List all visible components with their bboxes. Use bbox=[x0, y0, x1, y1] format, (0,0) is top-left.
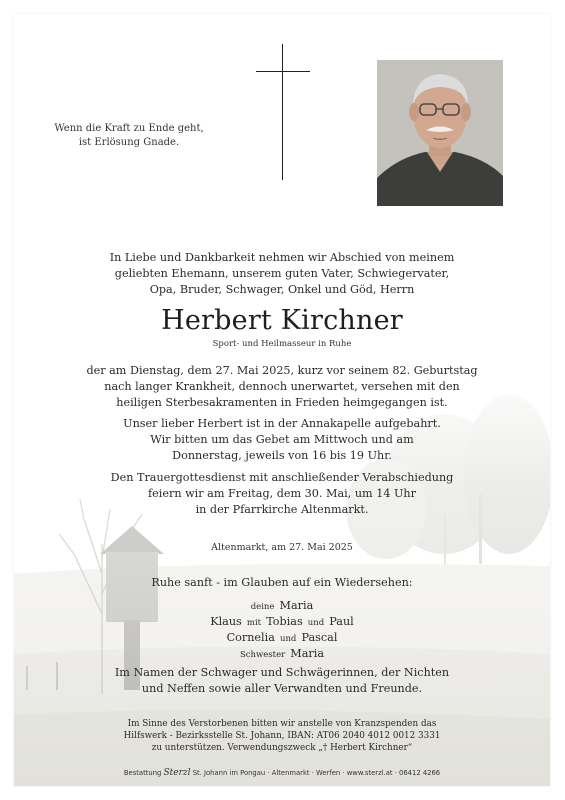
family-connector: deine bbox=[250, 602, 275, 612]
relatives-note bbox=[74, 665, 490, 697]
obituary-content bbox=[14, 14, 550, 786]
service-line: Den Trauergottesdienst mit anschließender Verabschiedung bbox=[110, 471, 454, 484]
quote bbox=[54, 122, 204, 150]
deceased-name: Herbert Kirchner bbox=[161, 305, 403, 336]
donation-line: zu unterstützen. Verwendungszweck „† Herbert Kirchner“ bbox=[151, 743, 413, 753]
funeral-home-footer bbox=[44, 768, 520, 778]
death-notice bbox=[74, 363, 490, 411]
deceased-profession: Sport- und Heilmasseur in Ruhe bbox=[212, 339, 352, 349]
family-member: Maria bbox=[279, 599, 314, 612]
relatives-line: und Neffen sowie aller Verwandten und Freunde. bbox=[141, 682, 423, 695]
family-member: Klaus bbox=[210, 615, 242, 628]
family-member: Pascal bbox=[301, 631, 338, 644]
family-member: Tobias bbox=[266, 615, 303, 628]
laid-out-notice bbox=[74, 416, 490, 464]
service-line: in der Pfarrkirche Altenmarkt. bbox=[195, 503, 369, 516]
donation-line: Hilfswerk - Bezirksstelle St. Johann, IBAN: AT06 2040 4012 0012 3331 bbox=[123, 731, 441, 741]
laid-out-line: Wir bitten um das Gebet am Mittwoch und am bbox=[150, 433, 414, 446]
footer-details: St. Johann im Pongau · Altenmarkt · Werfen · www.sterzl.at · 06412 4266 bbox=[192, 769, 441, 777]
family-daughter bbox=[74, 628, 490, 644]
relatives-line: Im Namen der Schwager und Schwägerinnen, der Nichten bbox=[114, 666, 450, 679]
family-connector: Schwester bbox=[239, 650, 286, 660]
family-wife bbox=[74, 596, 490, 612]
intro-line: geliebten Ehemann, unserem guten Vater, Schwiegervater, bbox=[114, 267, 450, 280]
intro-line: Opa, Bruder, Schwager, Onkel und Göd, Herrn bbox=[149, 283, 415, 296]
laid-out-line: Donnerstag, jeweils von 16 bis 19 Uhr. bbox=[172, 449, 392, 462]
obituary-sheet bbox=[14, 14, 550, 786]
portrait-photo bbox=[377, 60, 503, 206]
place-and-date: Altenmarkt, am 27. Mai 2025 bbox=[211, 542, 353, 553]
death-notice-line: der am Dienstag, dem 27. Mai 2025, kurz vor seinem 82. Geburtstag bbox=[86, 364, 478, 377]
cross-icon bbox=[256, 44, 310, 182]
quote-line: ist Erlösung Gnade. bbox=[78, 137, 180, 148]
rest-in-peace-line: Ruhe sanft - im Glauben auf ein Wiedersehen: bbox=[151, 576, 413, 589]
quote-line: Wenn die Kraft zu Ende geht, bbox=[54, 123, 204, 134]
donation-line: Im Sinne des Verstorbenen bitten wir anstelle von Kranzspenden das bbox=[127, 719, 437, 729]
intro-text bbox=[74, 250, 490, 298]
service-line: feiern wir am Freitag, dem 30. Mai, um 14 Uhr bbox=[148, 487, 416, 500]
family-connector: und bbox=[279, 634, 297, 644]
family-connector: und bbox=[307, 618, 325, 628]
death-notice-line: heiligen Sterbesakramenten in Frieden heimgegangen ist. bbox=[116, 396, 448, 409]
family-sister bbox=[74, 644, 490, 660]
funeral-service-notice bbox=[74, 470, 490, 518]
death-notice-line: nach langer Krankheit, dennoch unerwartet, versehen mit den bbox=[104, 380, 460, 393]
laid-out-line: Unser lieber Herbert ist in der Annakapelle aufgebahrt. bbox=[123, 417, 441, 430]
intro-line: In Liebe und Dankbarkeit nehmen wir Abschied von meinem bbox=[109, 251, 455, 264]
donation-request bbox=[74, 718, 490, 754]
family-member: Maria bbox=[290, 647, 325, 660]
family-connector: mit bbox=[246, 618, 262, 628]
family-list bbox=[74, 596, 490, 660]
funeral-home-logo: Sterzl bbox=[163, 768, 191, 778]
family-member: Paul bbox=[329, 615, 354, 628]
footer-prefix: Bestattung bbox=[123, 769, 162, 777]
family-member: Cornelia bbox=[226, 631, 275, 644]
family-son bbox=[74, 612, 490, 628]
